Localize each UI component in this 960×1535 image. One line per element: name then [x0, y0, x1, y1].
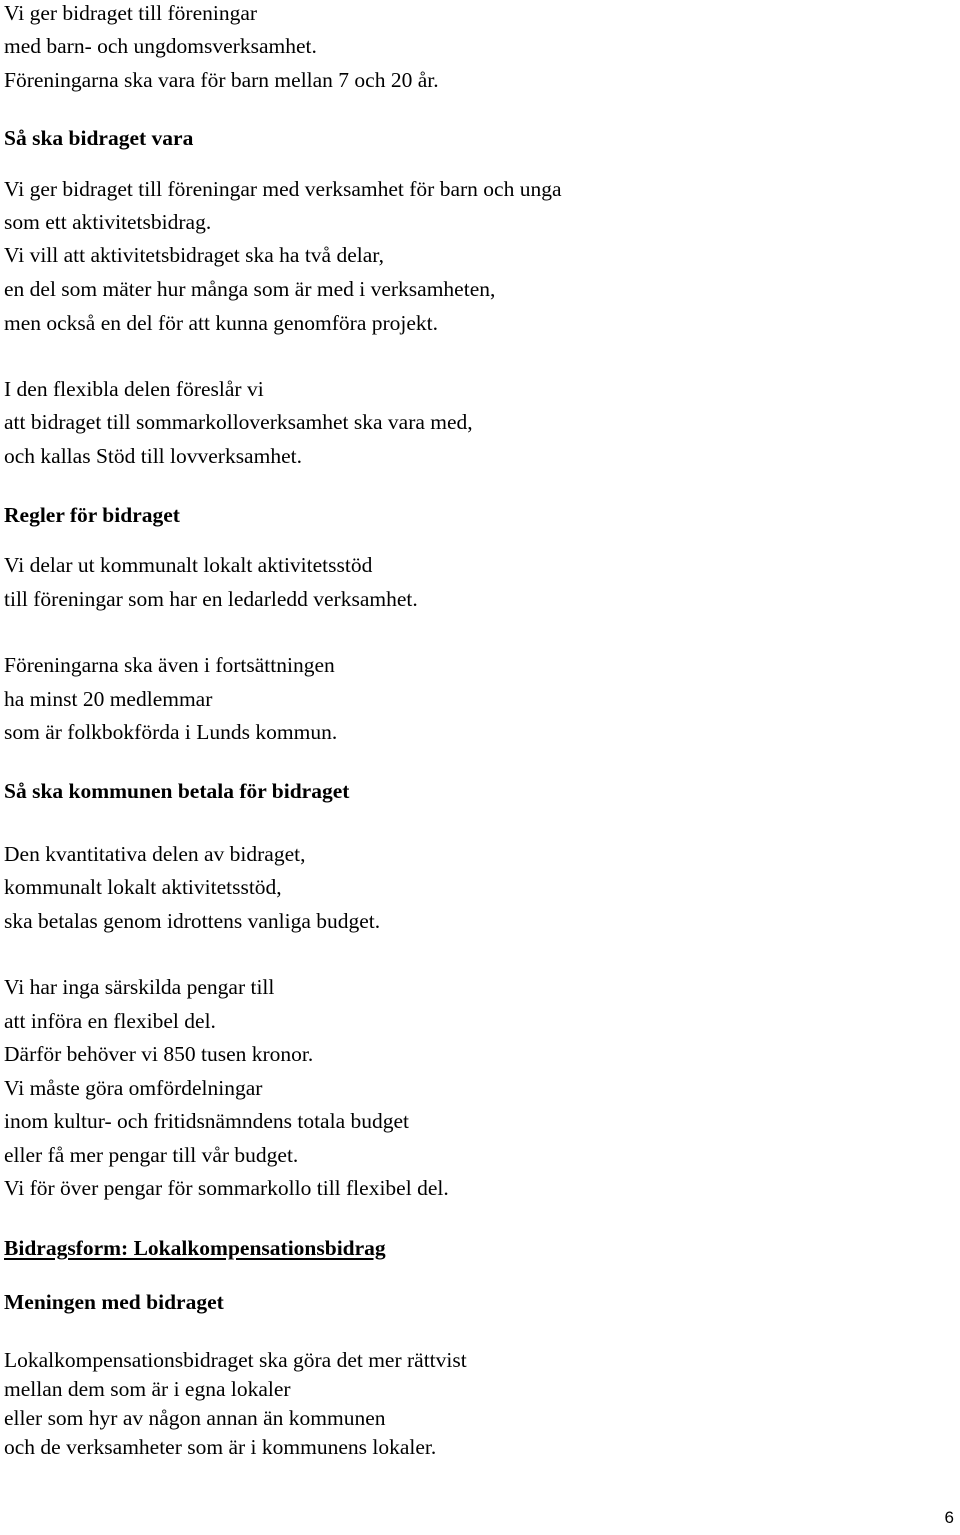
- page-number: 6: [944, 1508, 954, 1527]
- intro-line-2: med barn- och ungdomsverksamhet.: [4, 34, 317, 58]
- betala-1-line-1: Den kvantitativa delen av bidraget,: [4, 842, 306, 866]
- meningen-line-4: och de verksamheter som är i kommunens lokaler.: [4, 1435, 437, 1459]
- betala-2-line-4: Vi måste göra omfördelningar: [4, 1076, 263, 1100]
- heading-sa-ska-kommunen-betala: Så ska kommunen betala för bidraget: [4, 779, 350, 803]
- regler-2-line-2: ha minst 20 medlemmar: [4, 687, 213, 711]
- heading-sa-ska-bidraget-vara: Så ska bidraget vara: [4, 126, 194, 150]
- sa-ska-line-1: Vi ger bidraget till föreningar med verksamhet för barn och unga: [4, 177, 562, 201]
- meningen-line-1: Lokalkompensationsbidraget ska göra det mer rättvist: [4, 1348, 467, 1372]
- regler-1-line-1: Vi delar ut kommunalt lokalt aktivitetsstöd: [4, 553, 373, 577]
- flexibla-line-1: I den flexibla delen föreslår vi: [4, 377, 264, 401]
- betala-1-line-3: ska betalas genom idrottens vanliga budget.: [4, 909, 381, 933]
- heading-bidragsform: Bidragsform: Lokalkompensationsbidrag: [4, 1236, 386, 1260]
- betala-2-line-6: eller få mer pengar till vår budget.: [4, 1143, 299, 1167]
- betala-2-line-5: inom kultur- och fritidsnämndens totala budget: [4, 1109, 410, 1133]
- flexibla-line-2: att bidraget till sommarkolloverksamhet ska vara med,: [4, 410, 473, 434]
- betala-1-line-2: kommunalt lokalt aktivitetsstöd,: [4, 875, 282, 899]
- meningen-line-3: eller som hyr av någon annan än kommunen: [4, 1406, 386, 1430]
- regler-1-line-2: till föreningar som har en ledarledd verksamhet.: [4, 587, 418, 611]
- betala-2-line-3: Därför behöver vi 850 tusen kronor.: [4, 1042, 314, 1066]
- meningen-line-2: mellan dem som är i egna lokaler: [4, 1377, 291, 1401]
- betala-2-line-2: att införa en flexibel del.: [4, 1009, 216, 1033]
- sa-ska-line-5: men också en del för att kunna genomföra projekt.: [4, 311, 439, 335]
- heading-meningen-med-bidraget: Meningen med bidraget: [4, 1290, 224, 1314]
- regler-2-line-3: som är folkbokförda i Lunds kommun.: [4, 720, 338, 744]
- intro-line-3: Föreningarna ska vara för barn mellan 7 och 20 år.: [4, 68, 439, 92]
- betala-2-line-7: Vi för över pengar för sommarkollo till flexibel del.: [4, 1176, 449, 1200]
- sa-ska-line-2: som ett aktivitetsbidrag.: [4, 210, 212, 234]
- intro-line-1: Vi ger bidraget till föreningar: [4, 1, 258, 25]
- sa-ska-line-4: en del som mäter hur många som är med i verksamheten,: [4, 277, 496, 301]
- flexibla-line-3: och kallas Stöd till lovverksamhet.: [4, 444, 302, 468]
- heading-regler-for-bidraget: Regler för bidraget: [4, 503, 180, 527]
- betala-2-line-1: Vi har inga särskilda pengar till: [4, 975, 275, 999]
- regler-2-line-1: Föreningarna ska även i fortsättningen: [4, 653, 335, 677]
- sa-ska-line-3: Vi vill att aktivitetsbidraget ska ha två delar,: [4, 243, 384, 267]
